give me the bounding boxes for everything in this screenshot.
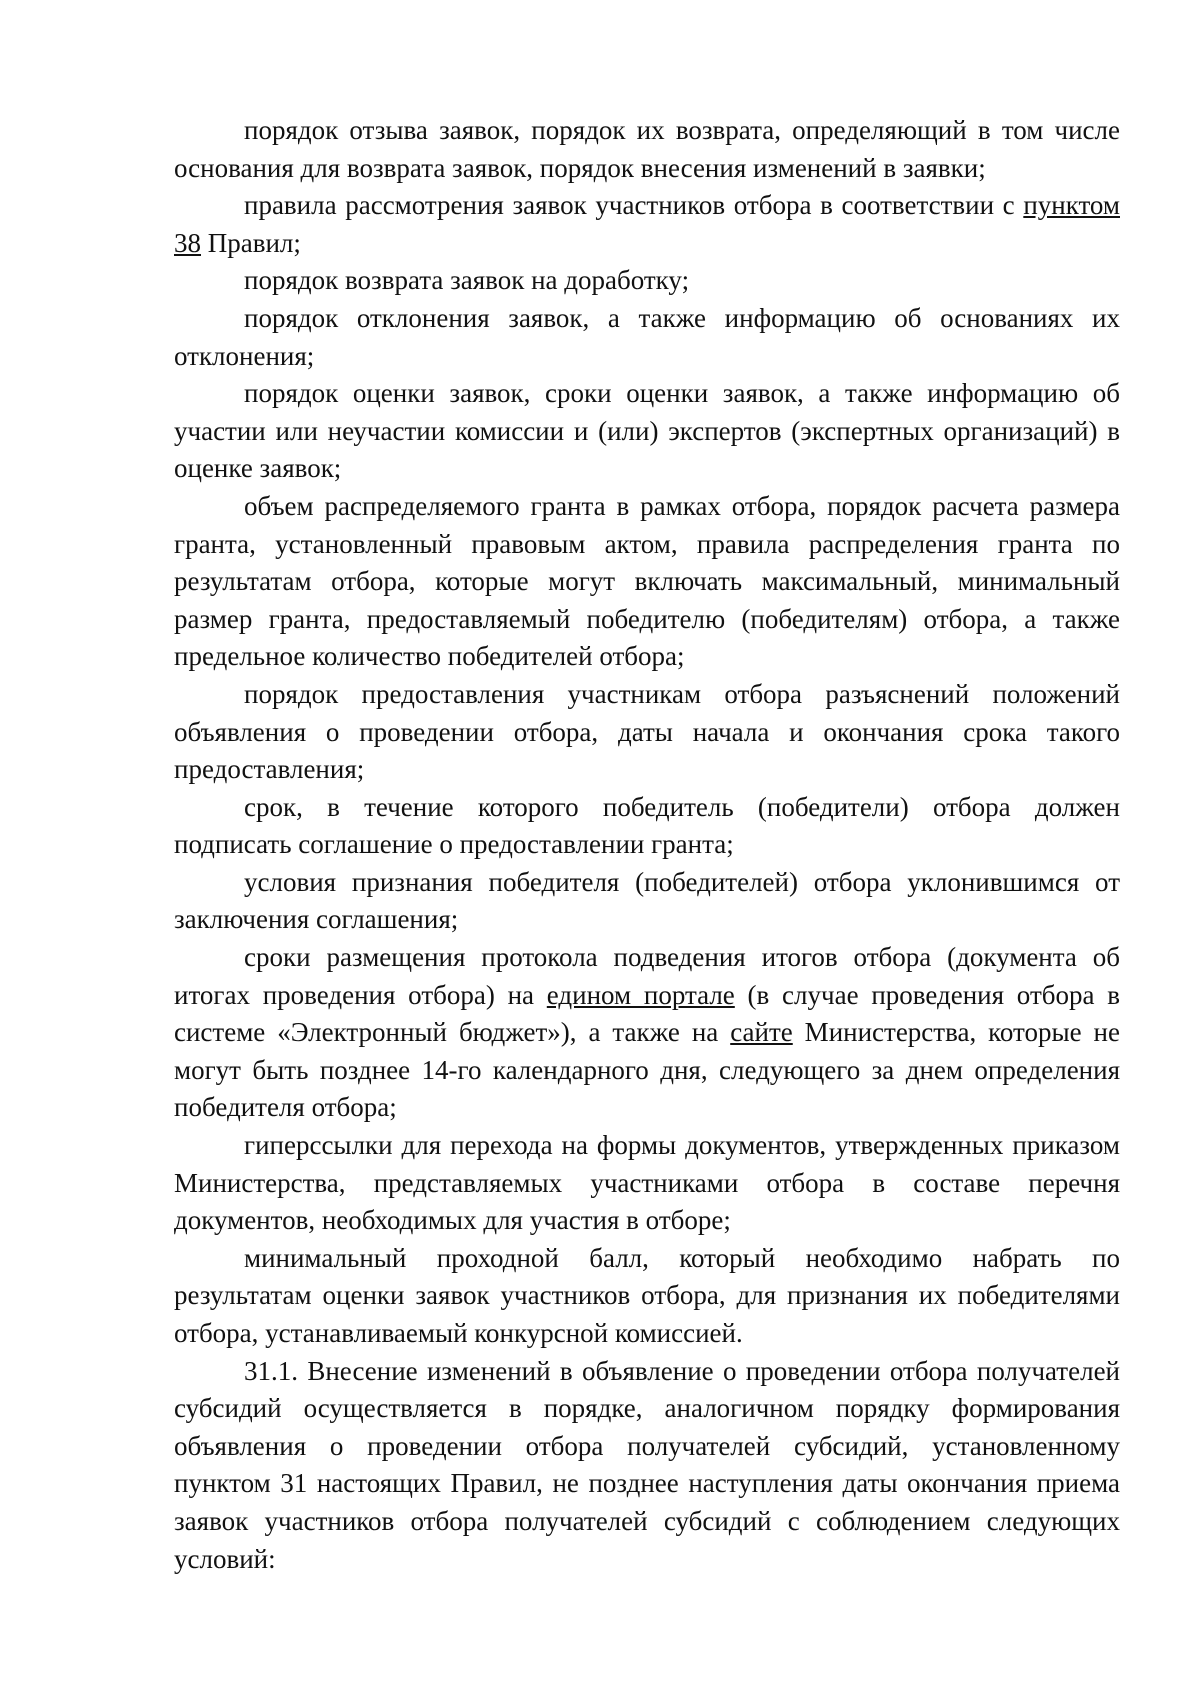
paragraph-rejection: порядок отклонения заявок, а также информацию об основаниях их отклонения; <box>174 302 1120 371</box>
paragraph-protocol <box>174 939 1120 1127</box>
paragraph-text: Правил; <box>201 227 301 258</box>
paragraph-text: правила рассмотрения заявок участников отбора в соответствии с <box>244 190 1024 221</box>
paragraph-clarifications: порядок предоставления участникам отбора разъяснений положений объявления о проведении отбора, даты начала и окончания срока такого предоставления; <box>174 678 1120 785</box>
link-site[interactable]: сайте <box>730 1017 793 1048</box>
paragraph-31-1: 31.1. Внесение изменений в объявление о проведении отбора получателей субсидий осуществляется в порядке, аналогичном порядку формирования объявления о проведении отбора получателей субсидий, установленному пунктом 31 настоящих Правил, не позднее наступления даты окончания приема заявок участников отбора получателей субсидий с соблюдением следующих условий: <box>174 1355 1120 1574</box>
paragraph-review-rules <box>174 187 1120 262</box>
paragraph-text: сроки размещения протокола подведения итогов отбора (документа об итогах проведения отбора) на <box>174 942 1120 1010</box>
link-unified-portal[interactable]: едином портале <box>546 979 735 1010</box>
document-page <box>174 112 1120 1578</box>
paragraph-evasion: условия признания победителя (победителей) отбора уклонившимся от заключения соглашения; <box>174 866 1120 935</box>
paragraph-hyperlinks: гиперссылки для перехода на формы документов, утвержденных приказом Министерства, представляемых участниками отбора в составе перечня документов, необходимых для участия в отборе; <box>174 1130 1120 1236</box>
paragraph-return: порядок возврата заявок на доработку; <box>244 265 690 296</box>
paragraph-withdrawal: порядок отзыва заявок, порядок их возврата, определяющий в том числе основания для возврата заявок, порядок внесения изменений в заявки; <box>174 115 1120 183</box>
paragraph-min-score: минимальный проходной балл, который необходимо набрать по результатам оценки заявок участников отбора, для признания их победителями отбора, устанавливаемый конкурсной комиссией. <box>174 1242 1120 1348</box>
link-clause-38[interactable]: пунктом 38 <box>174 190 1120 258</box>
paragraph-text: Министерства, которые не могут быть позднее 14-го календарного дня, следующего за днем определения победителя отбора; <box>174 1017 1120 1123</box>
paragraph-grant-volume: объем распределяемого гранта в рамках отбора, порядок расчета размера гранта, установленный правовым актом, правила распределения гранта по результатам отбора, которые могут включать максимальный, минимальный размер гранта, предоставляемый победителю (победителям) отбора, а также предельное количество победителей отбора; <box>174 490 1120 672</box>
paragraph-evaluation: порядок оценки заявок, сроки оценки заявок, а также информацию об участии или неучастии комиссии и (или) экспертов (экспертных организаций) в оценке заявок; <box>174 378 1120 484</box>
paragraph-text: (в случае проведения отбора в системе «Электронный бюджет»), а также на <box>174 979 1120 1048</box>
paragraph-signing-term: срок, в течение которого победитель (победители) отбора должен подписать соглашение о предоставлении гранта; <box>174 791 1120 860</box>
